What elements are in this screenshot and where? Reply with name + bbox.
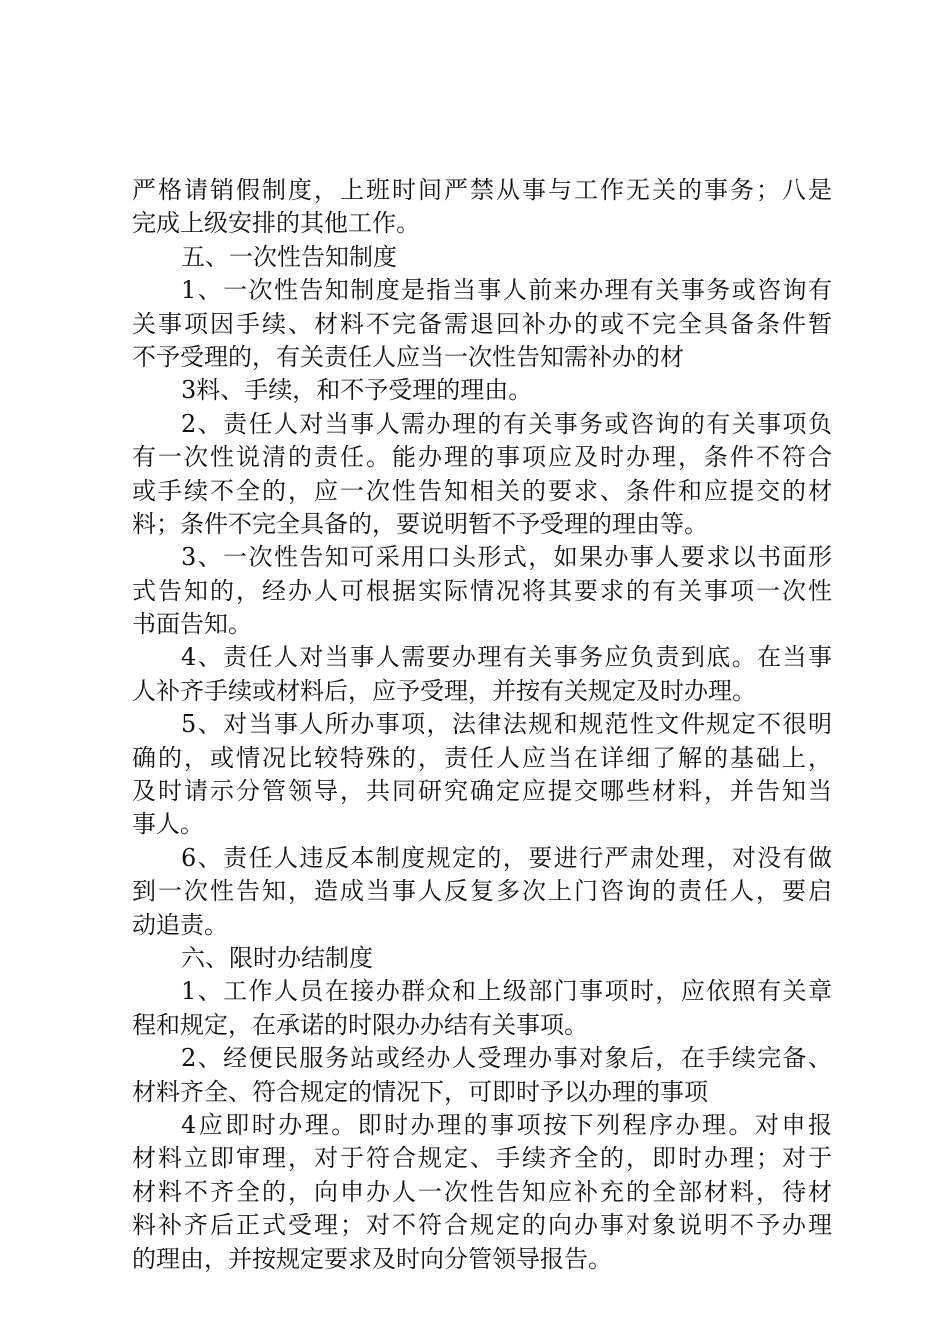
text-line: 确的，或情况比较特殊的，责任人应当在详细了解的基础上， bbox=[132, 743, 832, 772]
text-line: 书面告知。 bbox=[132, 610, 252, 639]
text-line: 3料、手续，和不予受理的理由。 bbox=[181, 376, 533, 405]
text-line: 1、工作人员在接办群众和上级部门事项时，应依照有关章 bbox=[181, 977, 832, 1006]
text-line: 5、对当事人所办事项，法律法规和规范性文件规定不很明 bbox=[181, 710, 832, 739]
text-line: 关事项因手续、材料不完备需退回补办的或不完全具备条件暂 bbox=[132, 309, 832, 338]
text-line: 程和规定，在承诺的时限办办结有关事项。 bbox=[132, 1010, 588, 1039]
text-line: 材料不齐全的，向申办人一次性告知应补充的全部材料，待材 bbox=[132, 1177, 832, 1206]
text-line: 严格请销假制度，上班时间严禁从事与工作无关的事务；八是 bbox=[132, 176, 832, 204]
section-heading: 六、限时办结制度 bbox=[181, 943, 373, 972]
text-line: 动追责。 bbox=[132, 910, 228, 939]
text-line: 或手续不全的，应一次性告知相关的要求、条件和应提交的材 bbox=[132, 476, 832, 505]
section-heading: 五、一次性告知制度 bbox=[181, 242, 397, 271]
text-line: 有一次性说清的责任。能办理的事项应及时办理，条件不符合 bbox=[132, 443, 832, 472]
text-line: 1、一次性告知制度是指当事人前来办理有关事务或咨询有 bbox=[181, 276, 832, 305]
text-line: 4应即时办理。即时办理的事项按下列程序办理。对申报 bbox=[181, 1110, 832, 1139]
text-line: 到一次性告知，造成当事人反复多次上门咨询的责任人，要启 bbox=[132, 877, 832, 906]
text-line: 式告知的，经办人可根据实际情况将其要求的有关事项一次性 bbox=[132, 576, 832, 605]
text-line: 2、责任人对当事人需办理的有关事务或咨询的有关事项负 bbox=[181, 409, 832, 438]
document-body bbox=[132, 174, 832, 1276]
text-line: 材料立即审理，对于符合规定、手续齐全的，即时办理；对于 bbox=[132, 1144, 832, 1173]
text-line: 材料齐全、符合规定的情况下，可即时予以办理的事项 bbox=[132, 1077, 708, 1106]
text-line: 完成上级安排的其他工作。 bbox=[132, 209, 420, 238]
text-line: 不予受理的，有关责任人应当一次性告知需补办的材 bbox=[132, 342, 684, 371]
text-line: 人补齐手续或材料后，应予受理，并按有关规定及时办理。 bbox=[132, 676, 756, 705]
text-line: 4、责任人对当事人需要办理有关事务应负责到底。在当事 bbox=[181, 643, 832, 672]
text-line: 6、责任人违反本制度规定的，要进行严肃处理，对没有做 bbox=[181, 843, 832, 872]
text-line: 3、一次性告知可采用口头形式，如果办事人要求以书面形 bbox=[181, 543, 832, 572]
text-line: 料；条件不完全具备的，要说明暂不予受理的理由等。 bbox=[132, 509, 708, 538]
text-line: 2、经便民服务站或经办人受理办事对象后，在手续完备、 bbox=[181, 1044, 832, 1073]
text-line: 料补齐后正式受理；对不符合规定的向办事对象说明不予办理 bbox=[132, 1211, 832, 1240]
text-line: 事人。 bbox=[132, 810, 204, 839]
text-line: 的理由，并按规定要求及时向分管领导报告。 bbox=[132, 1244, 612, 1273]
text-line: 及时请示分管领导，共同研究确定应提交哪些材料，并告知当 bbox=[132, 777, 832, 806]
